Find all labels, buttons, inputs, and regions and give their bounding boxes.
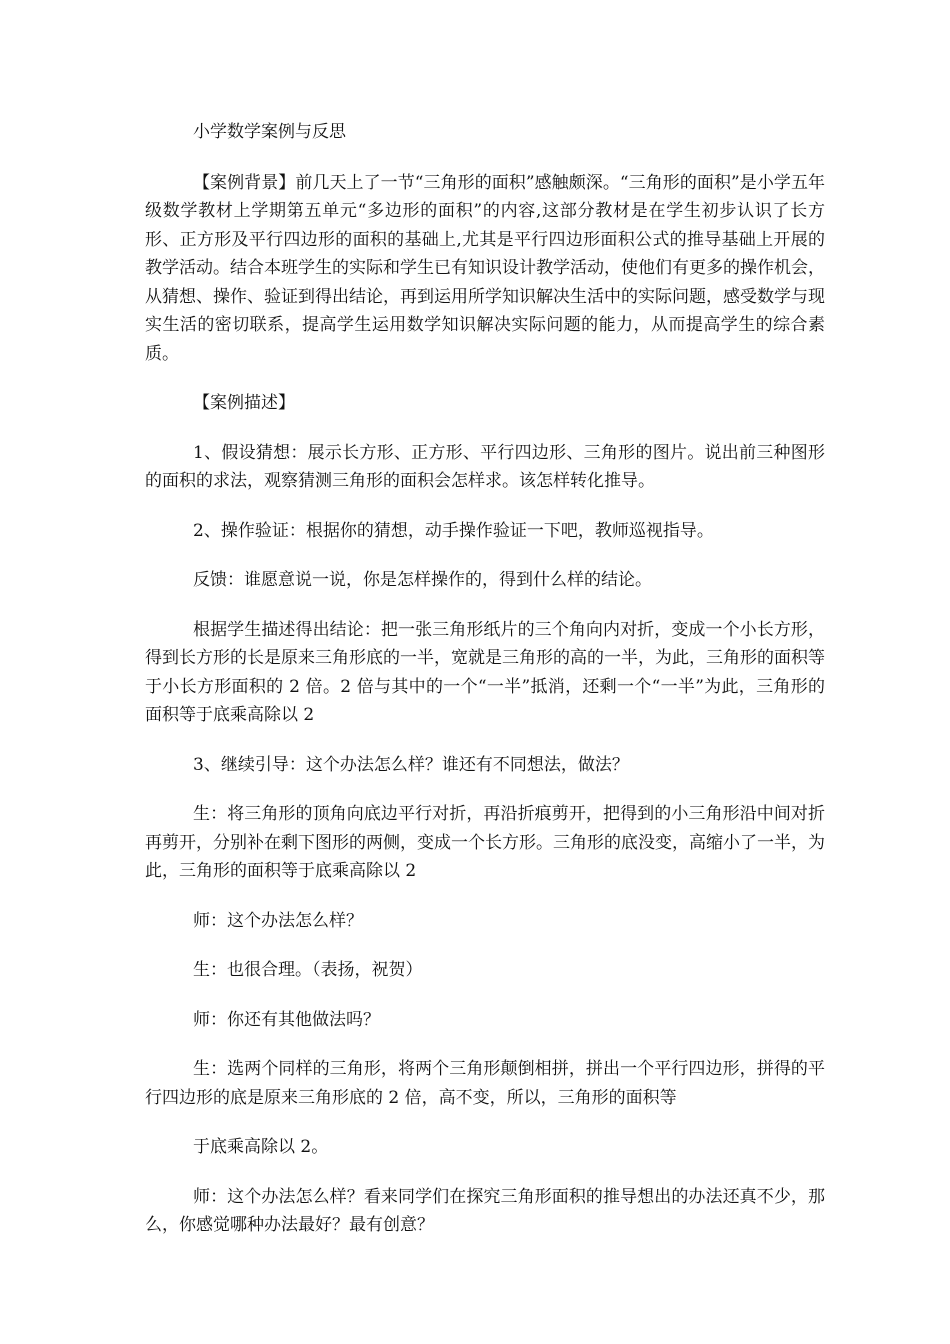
- paragraph-student-method-3-end: 于底乘高除以 2。: [193, 1137, 329, 1157]
- paragraph-step-1-hypothesis: 1、假设猜想：展示长方形、正方形、平行四边形、三角形的图片。说出前三种图形的面积的求法，观察猜测三角形的面积会怎样求。该怎样转化推导。: [145, 442, 825, 491]
- paragraph-teacher-summary: 师：这个办法怎么样？看来同学们在探究三角形面积的推导想出的办法还真不少，那么，你感觉哪种办法最好？最有创意？: [145, 1186, 825, 1235]
- paragraph-teacher-question-1: 师：这个办法怎么样？: [193, 910, 363, 931]
- paragraph-step-3-guidance: 3、继续引导：这个办法怎么样？谁还有不同想法，做法？: [193, 754, 629, 775]
- paragraph-teacher-question-2: 师：你还有其他做法吗？: [193, 1009, 380, 1030]
- heading-case-description: 【案例描述】: [193, 393, 295, 413]
- document-page: [145, 118, 825, 1261]
- paragraph-student-reply: 生：也很合理。（表扬，祝贺）: [193, 960, 423, 980]
- paragraph-conclusion: 根据学生描述得出结论：把一张三角形纸片的三个角向内对折，变成一个小长方形，得到长方形的长是原来三角形底的一半，宽就是三角形的高的一半，为此，三角形的面积等于小长方形面积的 2 倍。2 倍与其中的一个“一半”抵消，还剩一个“一半”为此，三角形的面积等于底乘高除以 2: [145, 619, 825, 725]
- paragraph-student-method-3: 生：选两个同样的三角形，将两个三角形颠倒相拼，拼出一个平行四边形，拼得的平行四边形的底是原来三角形底的 2 倍，高不变，所以，三角形的面积等: [145, 1059, 825, 1108]
- paragraph-feedback: 反馈：谁愿意说一说，你是怎样操作的，得到什么样的结论。: [193, 570, 652, 590]
- paragraph-student-method-2: 生：将三角形的顶角向底边平行对折，再沿折痕剪开，把得到的小三角形沿中间对折再剪开，分别补在剩下图形的两侧，变成一个长方形。三角形的底没变，高缩小了一半，为此，三角形的面积等于底乘高除以 2: [145, 804, 825, 881]
- paragraph-step-2-verification: 2、操作验证：根据你的猜想，动手操作验证一下吧，教师巡视指导。: [193, 520, 714, 541]
- paragraph-case-background: 【案例背景】前几天上了一节“三角形的面积”感触颇深。“三角形的面积”是小学五年级数学教材上学期第五单元“多边形的面积”的内容,这部分教材是在学生初步认识了长方形、正方形及平行四边形的面积的基础上,尤其是平行四边形面积公式的推导基础上开展的教学活动。结合本班学生的实际和学生已有知识设计教学活动，使他们有更多的操作机会，从猜想、操作、验证到得出结论，再到运用所学知识解决生活中的实际问题，感受数学与现实生活的密切联系，提高学生运用数学知识解决实际问题的能力，从而提高学生的综合素质。: [145, 172, 825, 364]
- document-title: 小学数学案例与反思: [193, 122, 346, 142]
